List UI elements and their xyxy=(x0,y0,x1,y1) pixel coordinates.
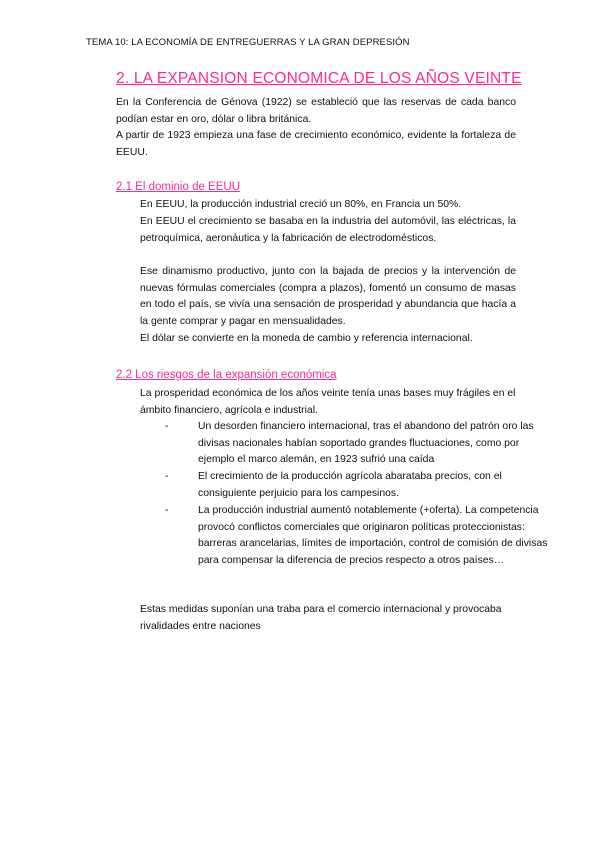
paragraph-prosperidad: La prosperidad económica de los años veinte tenía unas bases muy frágiles en el ámbito financiero, agrícola e industrial. xyxy=(140,388,516,416)
paragraph-conclusion: Estas medidas suponían una traba para el comercio internacional y provocaba rivalidades entre naciones xyxy=(140,604,502,632)
list-item xyxy=(165,503,550,587)
paragraph-crecimiento: A partir de 1923 empieza una fase de crecimiento económico, evidente la fortaleza de EEUU. xyxy=(116,130,516,158)
paragraph-produccion: En EEUU, la producción industrial creció un 80%, en Francia un 50%. xyxy=(140,199,462,210)
paragraph-dinamismo: Ese dinamismo productivo, junto con la bajada de precios y la intervención de nuevas fórmulas comerciales (compra a plazos), fomentó un consumo de masas en todo el país, se vivía una sensación de prosperidad y abundancia que hacía a la gente comprar y pagar en mensualidades. xyxy=(140,266,516,327)
subsection-title-riesgos: 2.2 Los riesgos de la expansión económica xyxy=(116,369,337,381)
bullet-dash: - xyxy=(165,421,169,432)
bullet-text-agricola: El crecimiento de la producción agrícola abarataba precios, con el consiguiente perjuicio para los campesinos. xyxy=(198,471,502,499)
bullet-dash: - xyxy=(165,471,169,482)
list-item xyxy=(165,469,550,503)
subsection-title-dominio: 2.1 El dominio de EEUU xyxy=(116,181,241,193)
bullet-text-desorden: Un desorden financiero internacional, tras el abandono del patrón oro las divisas nacionales habían soportado grandes fluctuaciones, como por ejemplo el marco alemán, en 1923 sufrió una caída xyxy=(198,421,534,466)
paragraph-dolar: El dólar se convierte en la moneda de cambio y referencia internacional. xyxy=(140,333,473,344)
bullet-dash: - xyxy=(165,505,169,516)
section-title-expansion: 2. LA EXPANSION ECONOMICA DE LOS AÑOS VEINTE xyxy=(116,70,522,87)
list-item xyxy=(165,419,550,469)
paragraph-genova: En la Conferencia de Génova (1922) se estableció que las reservas de cada banco podían estar en oro, dólar o libra británica. xyxy=(116,97,516,125)
bullet-text-industrial: La producción industrial aumentó notablemente (+oferta). La competencia provocó conflictos comerciales que originaron políticas proteccionistas: barreras arancelarias, límites de importación, control de comisión de divisas para compensar la diferencia de precios respecto a otros países… xyxy=(198,505,548,566)
paragraph-industria: En EEUU el crecimiento se basaba en la industria del automóvil, las eléctricas, la petroquímica, aeronáutica y la fabricación de electrodomésticos. xyxy=(140,216,516,244)
page-header: TEMA 10: LA ECONOMÍA DE ENTREGUERRAS Y LA GRAN DEPRESIÓN xyxy=(86,37,410,48)
